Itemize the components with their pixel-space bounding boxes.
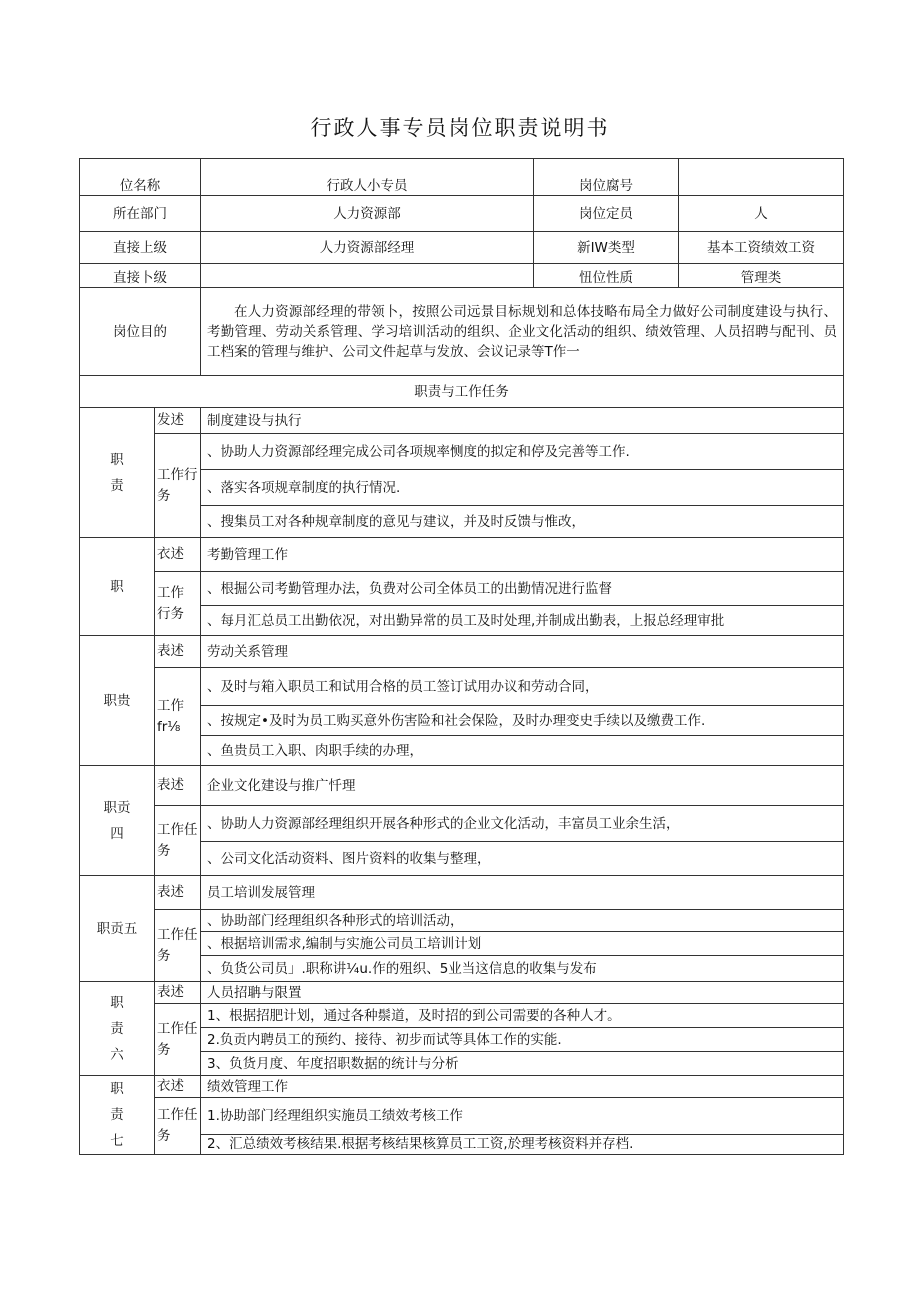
label-position-number: 岗位腐号 xyxy=(534,159,679,196)
duty-task: 1.协助部门经理组织实施员工绩效考核工作 xyxy=(201,1098,844,1135)
duty-task: 、每月汇总员工出勤依况，对出勤异常的员工及时处理,并制成出勤表，上报总经理审批 xyxy=(201,606,844,636)
duty-desc: 制度建设与执行 xyxy=(201,408,844,434)
duty-desc-row xyxy=(80,766,844,806)
duty-desc-label: 发述 xyxy=(155,408,201,434)
duty-task: 、鱼贵员工入职、肉职手续的办理， xyxy=(201,736,844,766)
duty-desc-row xyxy=(80,982,844,1004)
duty-label: 职 责 七 xyxy=(80,1076,155,1155)
label-direct-subordinate: 直接卜级 xyxy=(80,264,201,288)
duty-label: 职 责 xyxy=(80,408,155,538)
duty-task: 、根据培训需求,编制与实施公司员工培训计划 xyxy=(201,932,844,956)
value-department: 人力资源部 xyxy=(201,196,534,232)
duty-task-label: 工作任 务 xyxy=(155,1004,201,1076)
duty-task-label: 工作任 务 xyxy=(155,1098,201,1155)
duty-label: 职贵 xyxy=(80,636,155,766)
duty-task: 、根掘公司考勤管理办法，负费对公司全体员工的出勤情况进行监督 xyxy=(201,572,844,606)
duty-desc-row xyxy=(80,538,844,572)
duty-desc-label: 表述 xyxy=(155,636,201,668)
duty-task: 、协助部门经理组织各种形式的培训活动， xyxy=(201,910,844,932)
duty-task: 、协助人力资源部经理完成公司各项规率恻度的拟定和停及完善等工作. xyxy=(201,434,844,470)
duty-desc: 绩效管理工作 xyxy=(201,1076,844,1098)
duty-label: 职 xyxy=(80,538,155,636)
duty-task-row xyxy=(80,434,844,470)
duty-desc-label: 衣述 xyxy=(155,1076,201,1098)
duty-task: 、搜集员工对各种规章制度的意见与建议，并及时反馈与惟改， xyxy=(201,506,844,538)
duty-desc-label: 表述 xyxy=(155,766,201,806)
duty-desc-row xyxy=(80,408,844,434)
duty-task-row xyxy=(80,1004,844,1028)
value-salary-type: 基本工资绩效工资 xyxy=(679,232,844,264)
duty-task-label: 工作任 务 xyxy=(155,910,201,982)
duty-label: 职 责 六 xyxy=(80,982,155,1076)
duty-task: 2、汇总绩效考核结果.根据考核结果核算员工工资,於理考核资料并存档. xyxy=(201,1134,844,1154)
value-position-number xyxy=(679,159,844,196)
duty-task-row xyxy=(80,668,844,706)
value-headcount: 人 xyxy=(679,196,844,232)
duty-task: 2.负贡内聘员工的预约、接待、初步而试等具体工作的实能. xyxy=(201,1028,844,1052)
duty-task-label: 工作任 务 xyxy=(155,806,201,876)
duty-task: 3、负货月度、年度招职数据的统计与分析 xyxy=(201,1052,844,1076)
label-salary-type: 新IW类型 xyxy=(534,232,679,264)
value-position-name: 行政人小专员 xyxy=(201,159,534,196)
duty-desc: 企业文化建设与推广忏理 xyxy=(201,766,844,806)
duty-task-row xyxy=(80,910,844,932)
duty-desc-row xyxy=(80,876,844,910)
duty-task-row xyxy=(80,572,844,606)
value-position-nature: 管理类 xyxy=(679,264,844,288)
duty-task: 1、根据招肥计划，通过各种鬃道，及时招的到公司需要的各种人才。 xyxy=(201,1004,844,1028)
duty-task: 、负货公司员」.职称讲¼u.作的殂织、5业当这信息的收集与发布 xyxy=(201,956,844,982)
label-headcount: 岗位定员 xyxy=(534,196,679,232)
job-description-table xyxy=(79,158,844,1155)
label-direct-superior: 直接上级 xyxy=(80,232,201,264)
duty-desc: 考勤管理工作 xyxy=(201,538,844,572)
duty-desc-label: 表述 xyxy=(155,982,201,1004)
duty-task: 、协助人力资源部经理组织开展各种形式的企业文化活动，丰富员工业余生活， xyxy=(201,806,844,842)
duty-desc-label: 衣述 xyxy=(155,538,201,572)
duty-task-label: 工作 行务 xyxy=(155,572,201,636)
label-department: 所在部门 xyxy=(80,196,201,232)
duty-desc-row xyxy=(80,1076,844,1098)
duty-task: 、落实各项规章制度的执行情况. xyxy=(201,470,844,506)
duty-label: 职贡五 xyxy=(80,876,155,982)
section-header: 职责与工作任务 xyxy=(80,376,844,408)
purpose-text: 在人力资源部经理的带领卜，按照公司远景目标规划和总体技略布局全力做好公司制度建设与执行、考勤管理、劳动关系管理、学习培训活动的组织、企业文化活动的组织、绩效管理、人员招聘与配刊、员工档案的管理与维护、公司文件起草与发放、会议记录等T作一 xyxy=(201,288,844,376)
value-direct-superior: 人力资源部经理 xyxy=(201,232,534,264)
duty-label: 职贡 四 xyxy=(80,766,155,876)
duty-desc-row xyxy=(80,636,844,668)
duty-task-label: 工作 fr⅛ xyxy=(155,668,201,766)
duty-desc-label: 表述 xyxy=(155,876,201,910)
duty-task-label: 工作行 务 xyxy=(155,434,201,538)
duty-task: 、及时与箱入职员工和试用合格的员工签订试用办议和劳动合同， xyxy=(201,668,844,706)
value-direct-subordinate xyxy=(201,264,534,288)
duties-body xyxy=(80,408,844,1155)
duty-task-row xyxy=(80,806,844,842)
label-purpose: 岗位目的 xyxy=(80,288,201,376)
duty-desc: 员工培训发展管理 xyxy=(201,876,844,910)
duty-desc: 人员招聃与限置 xyxy=(201,982,844,1004)
duty-task: 、公司文化活动资料、图片资料的收集与整理， xyxy=(201,842,844,876)
document-title: 行政人事专员岗位职责说明书 xyxy=(310,116,610,140)
label-position-nature: 忸位性质 xyxy=(534,264,679,288)
label-position-name: 位名称 xyxy=(80,159,201,196)
duty-task-row xyxy=(80,1098,844,1135)
duty-desc: 劳动关系管理 xyxy=(201,636,844,668)
duty-task: 、按规定•及时为员工购买意外伤害险和社会保险，及时办理变史手续以及缴费工作. xyxy=(201,706,844,736)
